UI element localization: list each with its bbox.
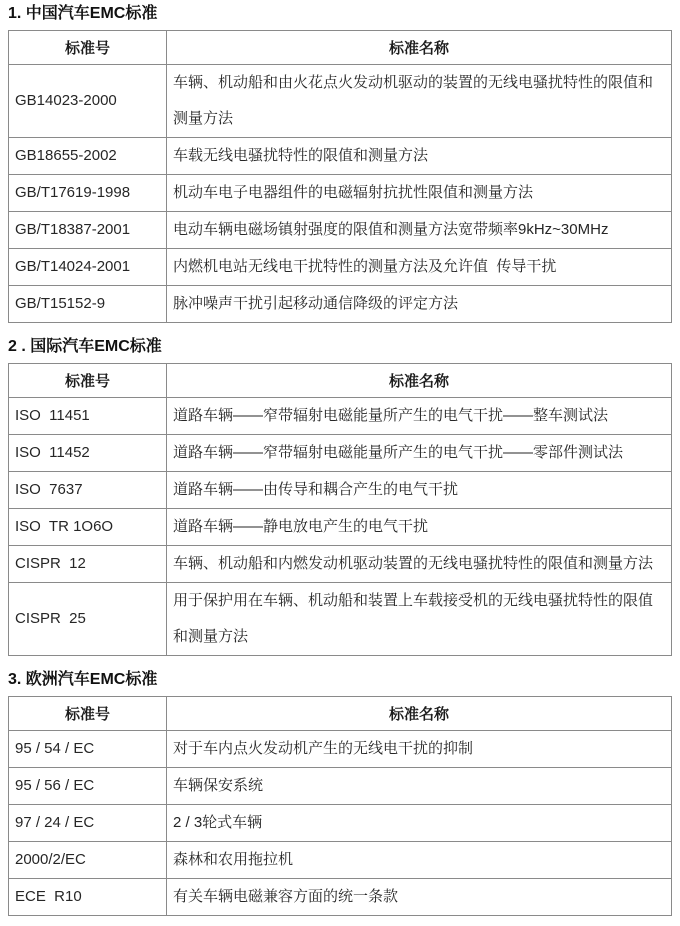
standard-name-cell: 道路车辆——窄带辐射电磁能量所产生的电气干扰——零部件测试法 [167,435,672,472]
table-row [9,546,672,583]
standard-number-cell: CISPR 25 [9,583,167,656]
standard-number-cell: ISO TR 1O6O [9,509,167,546]
standards-table [8,363,672,656]
standard-name-cell: 对于车内点火发动机产生的无线电干扰的抑制 [167,731,672,768]
standard-name-cell: 车载无线电骚扰特性的限值和测量方法 [167,138,672,175]
table-row [9,583,672,656]
standards-table [8,696,672,916]
table-row [9,768,672,805]
standards-table [8,30,672,323]
standard-number-cell: ISO 11451 [9,398,167,435]
table-row [9,249,672,286]
standard-number-cell: 2000/2/EC [9,842,167,879]
standard-name-cell: 森林和农用拖拉机 [167,842,672,879]
standard-number-cell: GB14023-2000 [9,65,167,138]
standard-number-cell: GB/T17619-1998 [9,175,167,212]
standard-name-cell: 道路车辆——静电放电产生的电气干扰 [167,509,672,546]
section-title: 3. 欧洲汽车EMC标准 [8,671,158,688]
column-header-standard-name: 标准名称 [167,31,672,65]
standard-number-cell: GB18655-2002 [9,138,167,175]
standard-number-cell: CISPR 12 [9,546,167,583]
table-row [9,805,672,842]
table-row [9,175,672,212]
standard-number-cell: 97 / 24 / EC [9,805,167,842]
table-row [9,212,672,249]
standards-section-2 [0,338,680,656]
table-row [9,731,672,768]
table-row [9,879,672,916]
standards-section-3 [0,671,680,916]
table-row [9,472,672,509]
table-body [9,731,672,916]
standard-number-cell: GB/T14024-2001 [9,249,167,286]
column-header-standard-no: 标准号 [9,31,167,65]
standard-name-cell: 车辆、机动船和内燃发动机驱动装置的无线电骚扰特性的限值和测量方法 [167,546,672,583]
table-row [9,286,672,323]
standard-name-cell: 电动车辆电磁场镇射强度的限值和测量方法宽带频率9kHz~30MHz [167,212,672,249]
sections-root [0,5,680,916]
section-title: 2 . 国际汽车EMC标准 [8,338,162,355]
standard-number-cell: GB/T18387-2001 [9,212,167,249]
table-header-row [9,697,672,731]
standard-number-cell: ISO 7637 [9,472,167,509]
table-header-row [9,31,672,65]
standard-name-cell: 有关车辆电磁兼容方面的统一条款 [167,879,672,916]
standard-name-cell: 道路车辆——由传导和耦合产生的电气干扰 [167,472,672,509]
section-title: 1. 中国汽车EMC标准 [8,5,158,22]
column-header-standard-no: 标准号 [9,697,167,731]
table-row [9,509,672,546]
table-header-row [9,364,672,398]
column-header-standard-no: 标准号 [9,364,167,398]
standard-name-cell: 机动车电子电器组件的电磁辐射抗扰性限值和测量方法 [167,175,672,212]
table-row [9,65,672,138]
standard-number-cell: GB/T15152-9 [9,286,167,323]
standard-name-cell: 内燃机电站无线电干扰特性的测量方法及允许值 传导干扰 [167,249,672,286]
standard-number-cell: 95 / 54 / EC [9,731,167,768]
standards-section-1 [0,5,680,323]
table-row [9,138,672,175]
standard-number-cell: ISO 11452 [9,435,167,472]
standard-name-cell: 车辆保安系统 [167,768,672,805]
standard-number-cell: 95 / 56 / EC [9,768,167,805]
standard-name-cell: 脉冲噪声干扰引起移动通信降级的评定方法 [167,286,672,323]
standard-name-cell: 2 / 3轮式车辆 [167,805,672,842]
table-row [9,435,672,472]
column-header-standard-name: 标准名称 [167,364,672,398]
standard-name-cell: 车辆、机动船和由火花点火发动机驱动的装置的无线电骚扰特性的限值和测量方法 [167,65,672,138]
column-header-standard-name: 标准名称 [167,697,672,731]
table-row [9,398,672,435]
standard-name-cell: 用于保护用在车辆、机动船和装置上车载接受机的无线电骚扰特性的限值和测量方法 [167,583,672,656]
table-body [9,65,672,323]
table-row [9,842,672,879]
standard-number-cell: ECE R10 [9,879,167,916]
table-body [9,398,672,656]
standard-name-cell: 道路车辆——窄带辐射电磁能量所产生的电气干扰——整车测试法 [167,398,672,435]
